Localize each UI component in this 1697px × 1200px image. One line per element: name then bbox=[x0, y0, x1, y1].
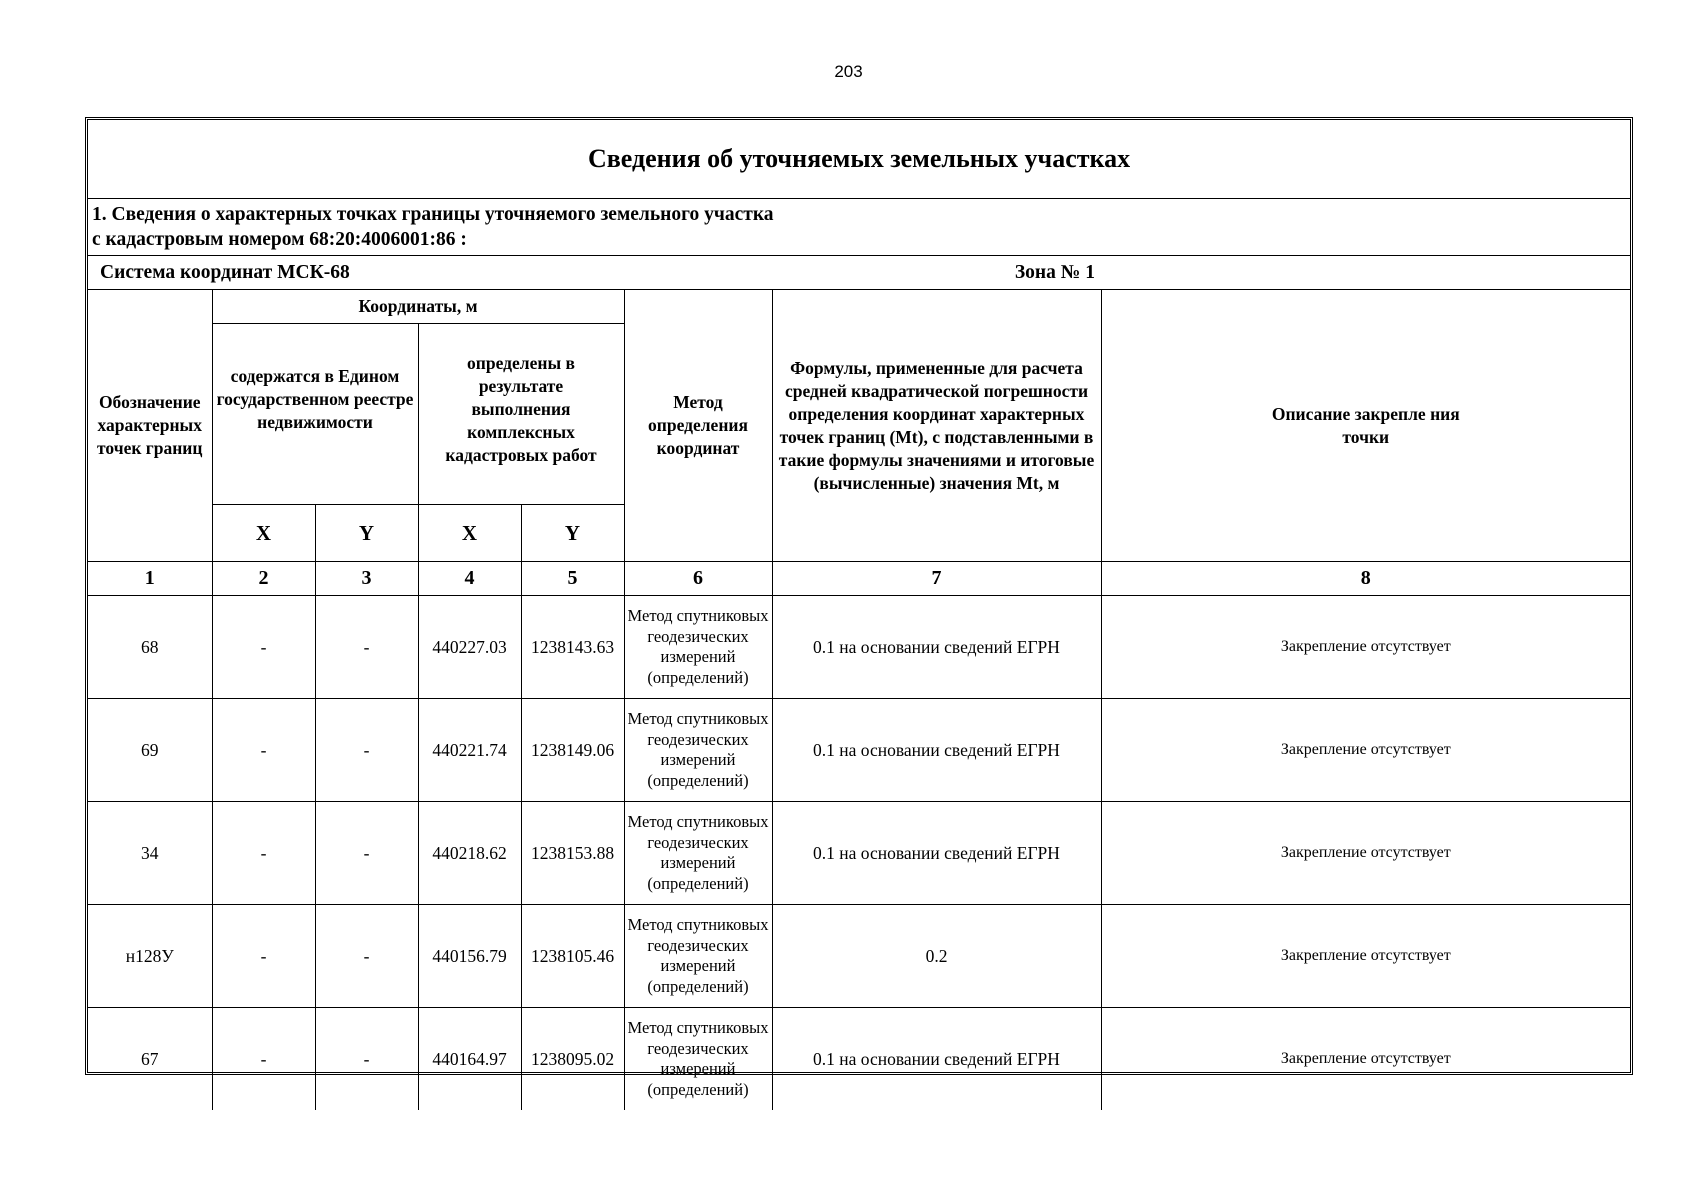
point-description: Закрепление отсутствует bbox=[1101, 1008, 1630, 1111]
table-row bbox=[88, 699, 1630, 802]
page-number: 203 bbox=[834, 62, 863, 81]
point-id: н128У bbox=[88, 905, 212, 1008]
egrn-x: - bbox=[212, 905, 315, 1008]
mt-value: 0.1 на основании сведений ЕГРН bbox=[772, 699, 1101, 802]
point-id: 34 bbox=[88, 802, 212, 905]
column-number: 4 bbox=[418, 562, 521, 596]
header-complex-works: определены в результате выполнения комплексных кадастровых работ bbox=[418, 324, 624, 505]
section-heading bbox=[88, 199, 1630, 256]
zone-label: Зона № 1 bbox=[772, 256, 1101, 290]
mt-value: 0.2 bbox=[772, 905, 1101, 1008]
coord-y: 1238095.02 bbox=[521, 1008, 624, 1111]
egrn-y: - bbox=[315, 596, 418, 699]
coord-y: 1238149.06 bbox=[521, 699, 624, 802]
column-number: 2 bbox=[212, 562, 315, 596]
header-complex-x: X bbox=[418, 505, 521, 562]
point-id: 67 bbox=[88, 1008, 212, 1111]
coord-x: 440221.74 bbox=[418, 699, 521, 802]
header-description-text: Описание закрепле ния точки bbox=[1271, 403, 1460, 447]
header-method: Метод определения координат bbox=[624, 290, 772, 562]
egrn-y: - bbox=[315, 905, 418, 1008]
point-description: Закрепление отсутствует bbox=[1101, 596, 1630, 699]
egrn-y: - bbox=[315, 802, 418, 905]
mt-value: 0.1 на основании сведений ЕГРН bbox=[772, 802, 1101, 905]
egrn-x: - bbox=[212, 802, 315, 905]
document-sheet bbox=[85, 117, 1633, 1099]
document-title: Сведения об уточняемых земельных участках bbox=[88, 120, 1630, 199]
coord-y: 1238143.63 bbox=[521, 596, 624, 699]
zone-filler bbox=[1101, 256, 1630, 290]
header-egrn-y: Y bbox=[315, 505, 418, 562]
coordinate-system: Система координат МСК-68 bbox=[88, 256, 772, 290]
point-id: 69 bbox=[88, 699, 212, 802]
column-number: 3 bbox=[315, 562, 418, 596]
point-id: 68 bbox=[88, 596, 212, 699]
method: Метод спутниковых геодезических измерений (определений) bbox=[624, 1008, 772, 1111]
egrn-y: - bbox=[315, 1008, 418, 1111]
mt-value: 0.1 на основании сведений ЕГРН bbox=[772, 1008, 1101, 1111]
table-row bbox=[88, 802, 1630, 905]
header-complex-y: Y bbox=[521, 505, 624, 562]
column-number: 5 bbox=[521, 562, 624, 596]
boundary-points-table bbox=[88, 120, 1630, 1110]
column-number: 8 bbox=[1101, 562, 1630, 596]
table-row bbox=[88, 905, 1630, 1008]
header-point: Обозначение характерных точек границ bbox=[88, 290, 212, 562]
mt-value: 0.1 на основании сведений ЕГРН bbox=[772, 596, 1101, 699]
header-coordinates: Координаты, м bbox=[212, 290, 624, 324]
point-description: Закрепление отсутствует bbox=[1101, 699, 1630, 802]
section-heading-line-2: с кадастровым номером 68:20:4006001:86 : bbox=[92, 229, 467, 250]
coord-x: 440227.03 bbox=[418, 596, 521, 699]
column-number: 7 bbox=[772, 562, 1101, 596]
coord-y: 1238105.46 bbox=[521, 905, 624, 1008]
coord-x: 440218.62 bbox=[418, 802, 521, 905]
point-description: Закрепление отсутствует bbox=[1101, 905, 1630, 1008]
method: Метод спутниковых геодезических измерений (определений) bbox=[624, 699, 772, 802]
coord-x: 440164.97 bbox=[418, 1008, 521, 1111]
table-row bbox=[88, 1008, 1630, 1111]
method: Метод спутниковых геодезических измерений (определений) bbox=[624, 802, 772, 905]
point-description: Закрепление отсутствует bbox=[1101, 802, 1630, 905]
section-heading-line-1: 1. Сведения о характерных точках границы уточняемого земельного участка bbox=[92, 204, 774, 225]
header-egrn: содержатся в Едином государственном реестре недвижимости bbox=[212, 324, 418, 505]
coord-y: 1238153.88 bbox=[521, 802, 624, 905]
method: Метод спутниковых геодезических измерений (определений) bbox=[624, 905, 772, 1008]
coord-x: 440156.79 bbox=[418, 905, 521, 1008]
header-formula: Формулы, примененные для расчета средней квадратической погрешности определения координат характерных точек границ (Mt), с подставленными в такие формулы значениями и итоговые (вычисленные) значения Mt, м bbox=[772, 290, 1101, 562]
egrn-x: - bbox=[212, 1008, 315, 1111]
header-description bbox=[1101, 290, 1630, 562]
header-egrn-x: X bbox=[212, 505, 315, 562]
egrn-x: - bbox=[212, 699, 315, 802]
egrn-y: - bbox=[315, 699, 418, 802]
table-row bbox=[88, 596, 1630, 699]
egrn-x: - bbox=[212, 596, 315, 699]
method: Метод спутниковых геодезических измерений (определений) bbox=[624, 596, 772, 699]
column-number: 6 bbox=[624, 562, 772, 596]
column-number: 1 bbox=[88, 562, 212, 596]
